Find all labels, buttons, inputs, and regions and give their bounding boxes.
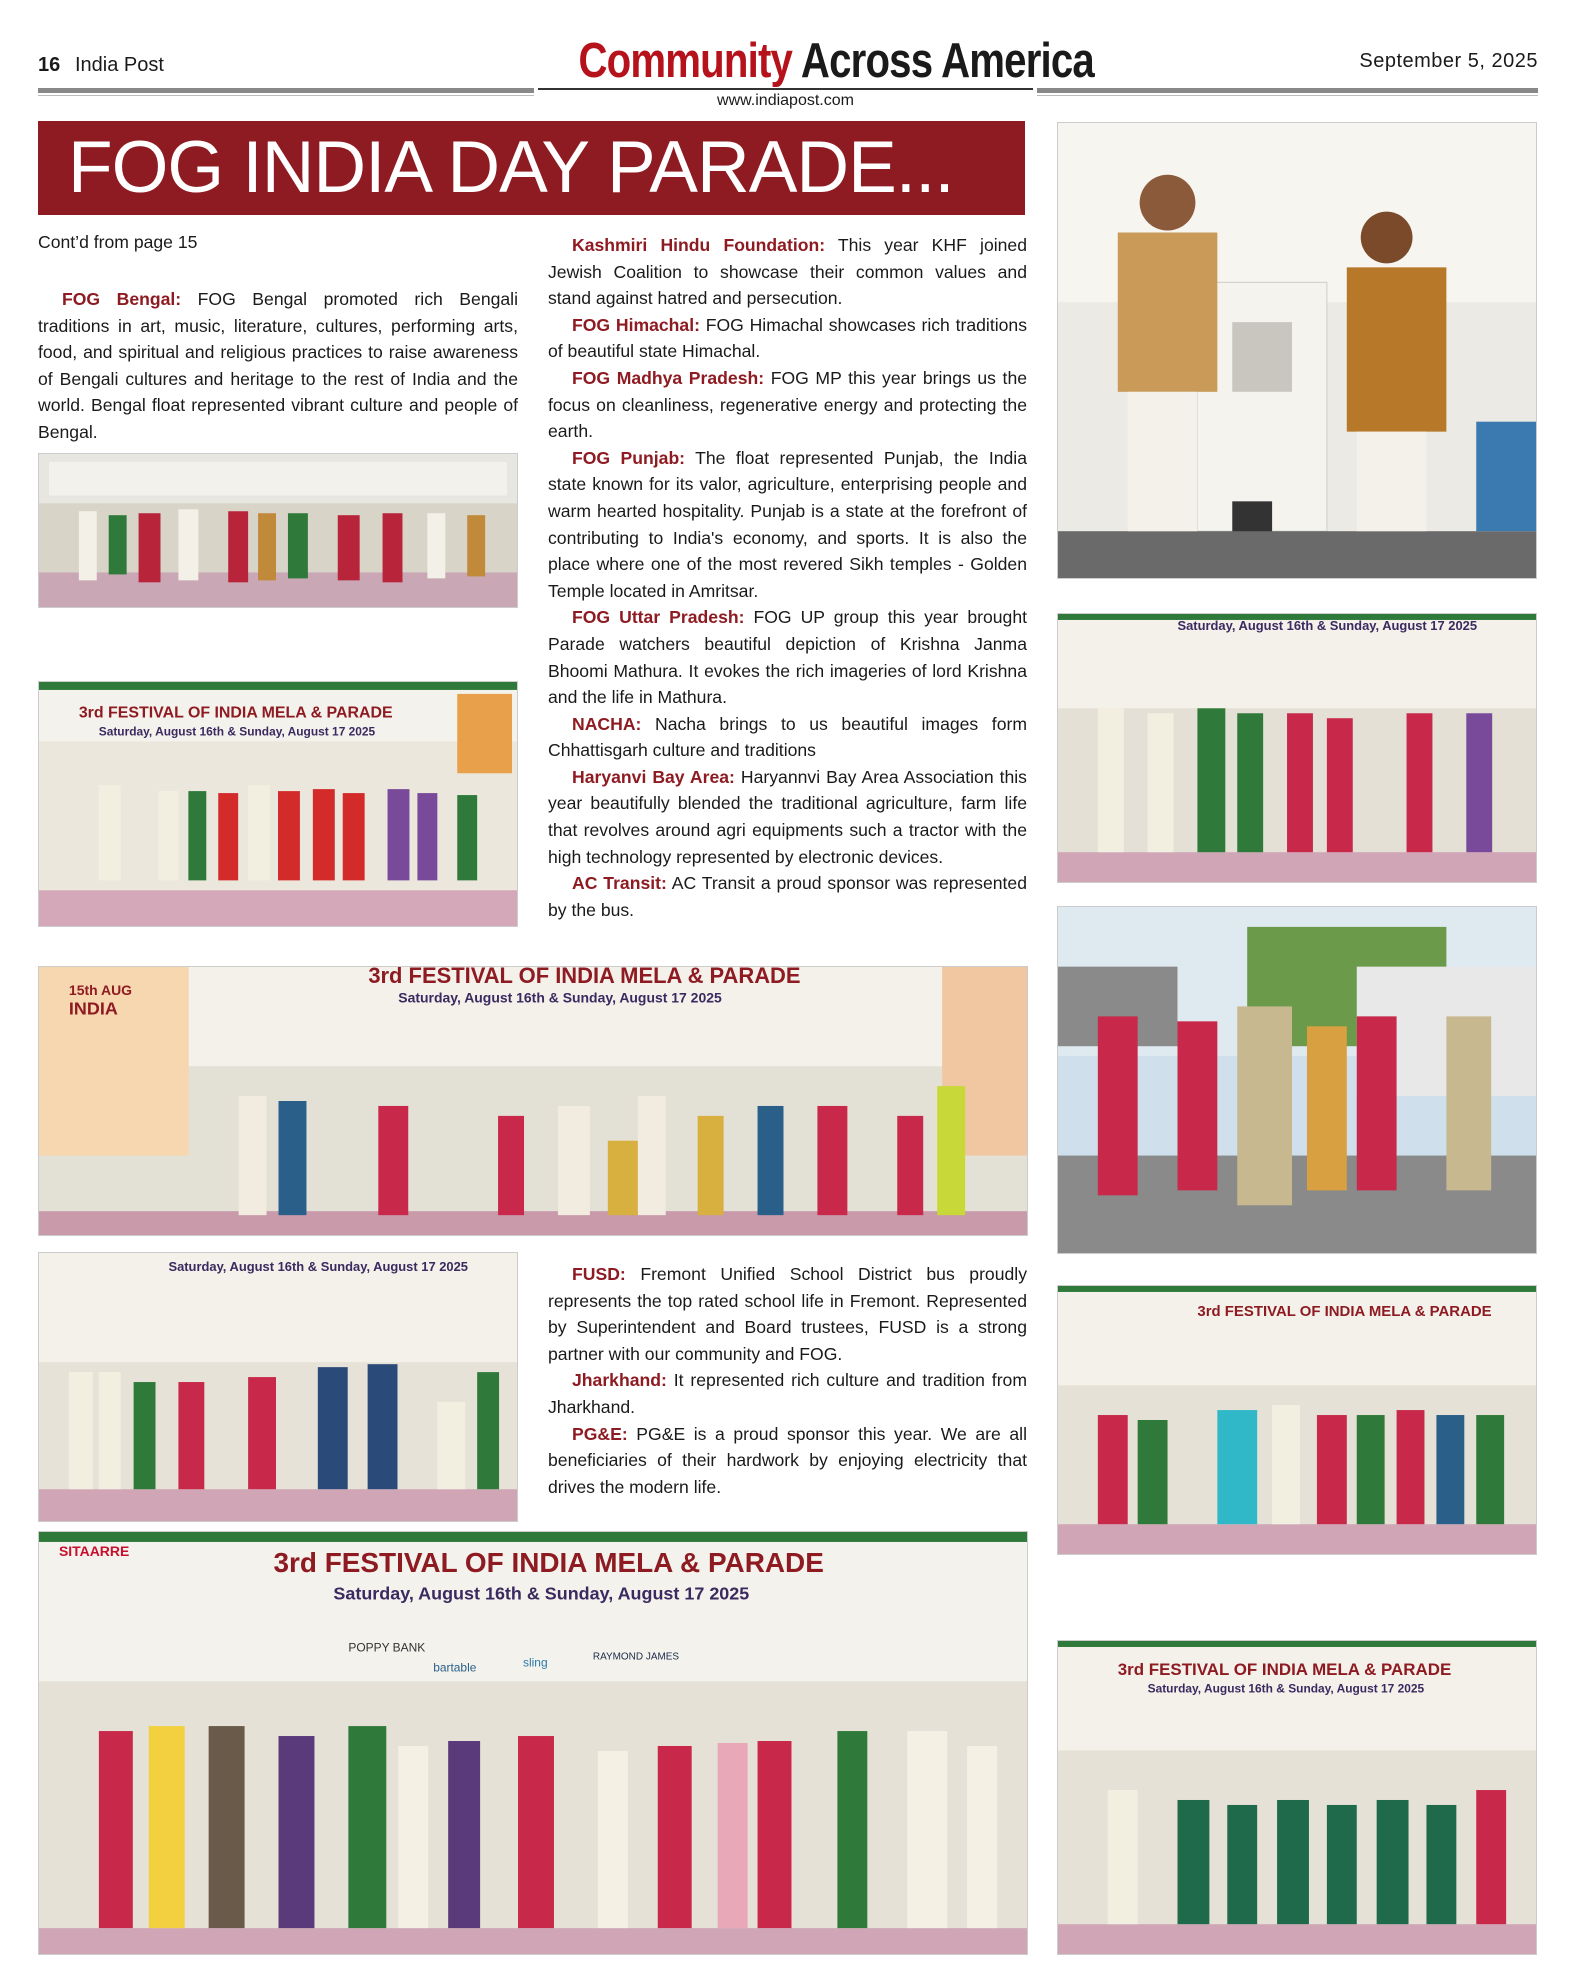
page-number: 16 bbox=[38, 54, 61, 76]
paragraph-body: FOG UP group this year brought Parade watchers beautiful depiction of Krishna Janma Bhoomi Mathura. It evokes the rich imageries of lord Krishna and the life in Mathura. bbox=[548, 607, 1027, 708]
header-rule-right-thin bbox=[1037, 95, 1538, 96]
paragraph-lead: Jharkhand: bbox=[572, 1370, 667, 1391]
photo-festival-stage-large bbox=[38, 1531, 1028, 1955]
paragraph-lead: Kashmiri Hindu Foundation: bbox=[572, 235, 826, 255]
masthead-word-community: Community bbox=[578, 34, 793, 88]
svg-text:15th AUG: 15th AUG bbox=[68, 981, 133, 998]
paragraph-lead: NACHA: bbox=[572, 713, 642, 734]
paragraph-body: The float represented Punjab, the India state known for its valor, agriculture, enterprising people and warm hearted hospitality. Punjab is a state at the forefront of contributing to India's economy, and sports. It is also the place where one of the most revered Sikh temples - Golden Temple located in Amritsar. bbox=[548, 447, 1027, 601]
paragraph-lead: FUSD: bbox=[572, 1264, 626, 1284]
article-column-2 bbox=[548, 232, 1027, 923]
paragraph-lead: FOG Himachal: bbox=[572, 314, 700, 335]
article-paragraph bbox=[548, 711, 1027, 764]
paragraph-body: It represented rich culture and tradition from Jharkhand. bbox=[548, 1370, 1027, 1417]
backdrop-title-1: 3rd FESTIVAL OF INDIA MELA & PARADE bbox=[78, 704, 393, 722]
paragraph-lead: PG&E: bbox=[572, 1423, 628, 1444]
continued-note: Cont’d from page 15 bbox=[38, 232, 198, 252]
article-paragraph bbox=[548, 870, 1027, 923]
header-rule-left-thin bbox=[38, 95, 534, 96]
backdrop-title-large: 3rd FESTIVAL OF INDIA MELA & PARADE bbox=[273, 1546, 824, 1578]
masthead-word-across-america: Across America bbox=[800, 34, 1094, 88]
article-paragraph bbox=[548, 232, 1027, 312]
website-link[interactable]: www.indiapost.com bbox=[717, 92, 854, 109]
paragraph-body: FOG Bengal promoted rich Bengali traditions in art, music, literature, cultures, performing arts, food, and spiritual and religious practices to raise awareness of Bengali cultures and heritage to the rest of India and the world. Bengal float represented vibrant culture and people of Bengal. bbox=[38, 289, 518, 442]
svg-text:RAYMOND JAMES: RAYMOND JAMES bbox=[592, 1651, 680, 1663]
photo-stage-speakers bbox=[1057, 122, 1537, 579]
paragraph-body: AC Transit a proud sponsor was represented by the bus. bbox=[548, 873, 1027, 920]
article-paragraph bbox=[548, 604, 1027, 710]
photo-parade-dancers-street bbox=[1057, 906, 1537, 1254]
svg-text:SITAARRE: SITAARRE bbox=[58, 1542, 130, 1559]
svg-text:Saturday, August 16th & Sunday: Saturday, August 16th & Sunday, August 17 2025 bbox=[398, 989, 722, 1006]
paragraph-lead: FOG Bengal: bbox=[62, 289, 182, 309]
masthead-rule bbox=[538, 88, 1033, 90]
photo-uttar-pradesh-group bbox=[38, 681, 518, 927]
svg-text:sling: sling bbox=[523, 1655, 548, 1670]
svg-text:Saturday, August 16th & Sunday: Saturday, August 16th & Sunday, August 17 2025 bbox=[1147, 1681, 1425, 1696]
article-column-1 bbox=[38, 286, 518, 446]
paragraph-body: FOG Himachal showcases rich traditions of beautiful state Himachal. bbox=[548, 314, 1027, 362]
photo-bengal-group bbox=[38, 453, 518, 608]
paragraph-body: Fremont Unified School District bus proudly represents the top rated school life in Fremont. Represented by Superintendent and Board trustees, FUSD is a strong partner with our community and FOG. bbox=[548, 1264, 1027, 1364]
svg-text:Saturday, August 16th & Sunday: Saturday, August 16th & Sunday, August 17 2025 bbox=[168, 1258, 469, 1274]
svg-text:INDIA: INDIA bbox=[68, 998, 118, 1019]
headline-banner: FOG INDIA DAY PARADE... bbox=[38, 121, 1025, 215]
svg-text:3rd FESTIVAL OF INDIA MELA & P: 3rd FESTIVAL OF INDIA MELA & PARADE bbox=[368, 967, 801, 988]
article-paragraph bbox=[38, 286, 518, 446]
paragraph-body: PG&E is a proud sponsor this year. We are all beneficiaries of their hardwork by enjoying electricity that drives the modern life. bbox=[548, 1423, 1027, 1497]
header-rule-right bbox=[1037, 88, 1538, 93]
article-paragraph bbox=[548, 1261, 1027, 1367]
paragraph-lead: Haryanvi Bay Area: bbox=[572, 766, 735, 787]
issue-date: September 5, 2025 bbox=[1359, 50, 1538, 72]
paragraph-lead: AC Transit: bbox=[572, 873, 667, 894]
svg-text:Saturday, August 16th & Sunday: Saturday, August 16th & Sunday, August 17 2025 bbox=[98, 724, 376, 739]
paragraph-lead: FOG Punjab: bbox=[572, 447, 686, 468]
photo-stage-awards-wide bbox=[38, 966, 1028, 1236]
header-rule-left bbox=[38, 88, 534, 93]
photo-group-awards-right bbox=[1057, 613, 1537, 883]
paragraph-body: Nacha brings to us beautiful images form Chhattisgarh culture and traditions bbox=[548, 713, 1027, 761]
photo-fusd-trustees-group bbox=[38, 1252, 518, 1522]
paragraph-body: This year KHF joined Jewish Coalition to showcase their common values and stand against hatred and persecution. bbox=[548, 235, 1027, 309]
svg-text:POPPY BANK: POPPY BANK bbox=[348, 1640, 426, 1655]
svg-text:bartable: bartable bbox=[433, 1660, 477, 1675]
svg-text:3rd FESTIVAL OF INDIA MELA & P: 3rd FESTIVAL OF INDIA MELA & PARADE bbox=[1117, 1659, 1452, 1679]
article-paragraph bbox=[548, 445, 1027, 605]
paragraph-body: FOG MP this year brings us the focus on cleanliness, regenerative energy and protecting the earth. bbox=[548, 367, 1028, 442]
article-paragraph bbox=[548, 1421, 1027, 1501]
article-paragraph bbox=[548, 312, 1027, 365]
article-paragraph bbox=[548, 365, 1027, 445]
publication-name: India Post bbox=[75, 54, 164, 76]
svg-text:Saturday, August 16th & Sunday: Saturday, August 16th & Sunday, August 17 2025 bbox=[333, 1583, 750, 1604]
article-paragraph bbox=[548, 764, 1027, 870]
article-column-3 bbox=[548, 1261, 1027, 1500]
paragraph-body: Haryannvi Bay Area Association this year beautifully blended the traditional agriculture, farm life that revolves around agri equipments such a tractor with the high technology represented by electronic devices. bbox=[548, 766, 1027, 867]
paragraph-lead: FOG Uttar Pradesh: bbox=[572, 607, 745, 628]
article-paragraph bbox=[548, 1367, 1027, 1420]
photo-himachal-group bbox=[1057, 1285, 1537, 1555]
svg-text:3rd FESTIVAL OF INDIA MELA & P: 3rd FESTIVAL OF INDIA MELA & PARADE bbox=[1197, 1303, 1492, 1320]
photo-nacha-group bbox=[1057, 1640, 1537, 1955]
section-masthead bbox=[578, 33, 1094, 89]
svg-text:Saturday, August 16th & Sunday: Saturday, August 16th & Sunday, August 17 2025 bbox=[1177, 617, 1478, 633]
paragraph-lead: FOG Madhya Pradesh: bbox=[572, 367, 765, 388]
